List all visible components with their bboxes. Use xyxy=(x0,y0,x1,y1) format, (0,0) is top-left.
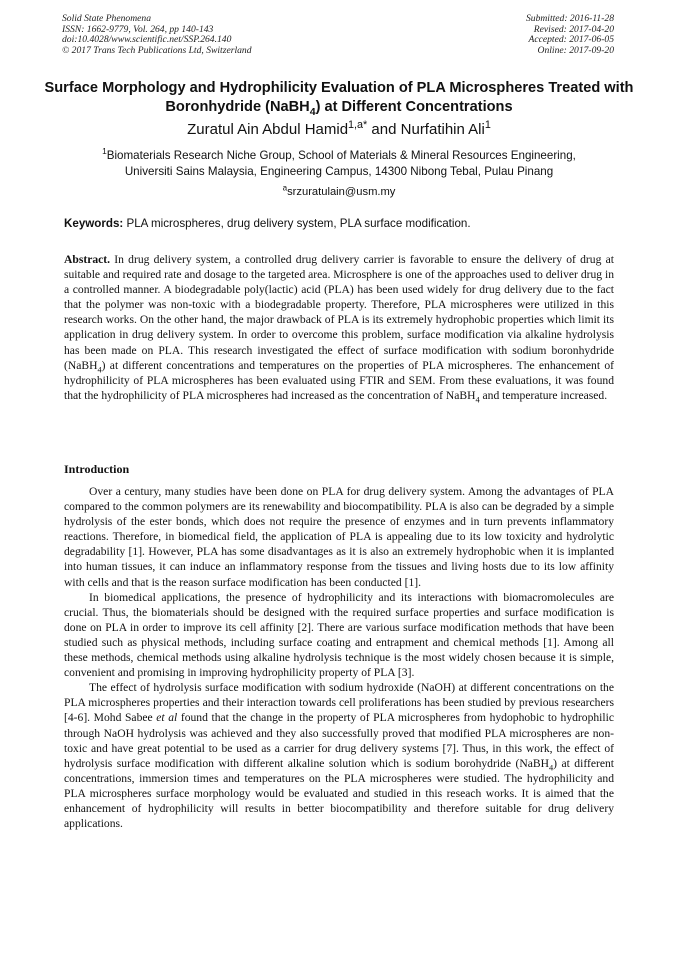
introduction-body xyxy=(64,484,614,831)
intro-paragraph-2: In biomedical applications, the presence of hydrophilicity and its interactions with biomacromolecules are crucial. Thus, the biomaterials should be designed with the required surface properties and surface modification is done on PLA in order to improve its cell affinity [2]. There are various surface modification methods that have been studied such as physical methods, including surface coating and entrapment and chemical methods [1]. Among all these methods, chemical methods using alkaline hydrolysis technique is the most widely chosen because it is simple, convenient and promising in improving hydrophilicity property of PLA [3]. xyxy=(64,590,614,680)
abstract-text-2: ) at different concentrations and temperatures on the properties of PLA microspheres. The enhancement of hydrophilicity of PLA microspheres has been evaluated using FTIR and SEM. From these evaluations, it was found that the hydrophilicity of PLA microspheres had increased as the concentration of NaBH xyxy=(64,358,614,402)
author-joiner: and xyxy=(367,121,401,138)
author-1-affiliation-mark: 1,a* xyxy=(348,119,368,131)
date-submitted: Submitted: 2016-11-28 xyxy=(525,13,614,24)
journal-name: Solid State Phenomena xyxy=(62,13,151,24)
email-address: srzuratulain@usm.my xyxy=(287,186,396,198)
keywords-text: PLA microspheres, drug delivery system, PLA surface modification. xyxy=(123,217,471,230)
intro-paragraph-1: Over a century, many studies have been done on PLA for drug delivery system. Among the advantages of PLA compared to the common polymers are its renewability and biocompatibility. PLA is also can be degraded by a simple hydrolysis of the ester bonds, which does not require the presence of enzymes and in turn prevents inflammatory reactions. Therefore, in biomedical field, the application of PLA is appealing due to its low toxicity and hydrolytic degradability [1]. However, PLA has some disadvantages as it is also an extremely hydrophobic when it is implanted into human tissues, it can induce an inflammatory response from the tissues and living hosts due to its low affinity with cells and that is the reason surface modification has been conducted [1]. xyxy=(64,485,614,589)
journal-issn: ISSN: 1662-9779, Vol. 264, pp 140-143 xyxy=(62,23,214,35)
intro-p3-subscript: 4 xyxy=(548,763,554,772)
corresponding-email xyxy=(40,184,638,200)
intro-p3-text-a: The effect of hydrolysis surface modification with sodium hydroxide (NaOH) at different concentrations on the PLA microspheres properties and their interaction towards cell proliferations has been studied by previous researchers [4-6]. Mohd Sabee xyxy=(64,681,614,725)
section-heading-introduction: Introduction xyxy=(64,462,130,476)
affiliation-line-1 xyxy=(60,148,618,164)
date-revised: Revised: 2017-04-20 xyxy=(533,23,614,35)
journal-doi: doi:10.4028/www.scientific.net/SSP.264.140 xyxy=(62,34,232,46)
title-subscript: 4 xyxy=(309,105,316,118)
intro-p3-text-b: found that the change in the property of PLA microspheres from hydophobic to hydrophilic through NaOH hydrolysis was achieved and they also successfully proved that modified PLA microspheres are non-toxic and have great potential to be used as a carrier for drug delivery systems [7]. Thus, in this work, the effect of hydrolysis surface modification with different alkaline solution which is sodium borohydride (NaBH xyxy=(64,711,614,770)
affiliation xyxy=(60,148,618,180)
abstract-subscript-1: 4 xyxy=(97,364,102,374)
abstract-label: Abstract. xyxy=(64,253,111,266)
title-text-2: ) at Different Concentrations xyxy=(315,99,513,115)
title-text-1: Surface Morphology and Hydrophilicity Evaluation of PLA Microspheres Treated with Boronhydride (NaBH xyxy=(44,80,634,115)
affiliation-line-1-text: Biomaterials Research Niche Group, School of Materials & Mineral Resources Engineering, xyxy=(106,149,576,162)
author-1: Zuratul Ain Abdul Hamid xyxy=(187,121,349,138)
affiliation-line-2: Universiti Sains Malaysia, Engineering Campus, 14300 Nibong Tebal, Pulau Pinang xyxy=(124,165,554,178)
email-mark: a xyxy=(282,183,288,193)
author-list xyxy=(40,120,638,140)
journal-copyright: © 2017 Trans Tech Publications Ltd, Switzerland xyxy=(62,44,252,56)
keywords-label: Keywords: xyxy=(64,217,124,230)
journal-header-right xyxy=(526,14,614,56)
abstract-text-1: In drug delivery system, a controlled drug delivery carrier is favorable to ensure the delivery of drug at suitable and required rate and dosage to the targeted area. Microsphere is one of the approaches used to deliver drug in a controlled manner. A biodegradable poly(lactic) acid (PLA) has been used widely for drug delivery due to the fact that the polymer was non-toxic with a biodegradable property. Therefore, PLA microspheres were utilized in this research works. On the other hand, the major drawback of PLA is its extremely hydrophobic properties which limit its application in drug delivery system. In order to overcome this problem, surface modification via alkaline hydrolysis has been made on PLA. This research investigated the effect of surface modification with sodium boronhydride (NaBH xyxy=(64,253,614,372)
abstract xyxy=(64,252,614,403)
author-2-affiliation-mark: 1 xyxy=(484,119,491,131)
abstract-subscript-2: 4 xyxy=(475,395,480,405)
date-accepted: Accepted: 2017-06-05 xyxy=(528,34,614,46)
intro-p3-etal: et al xyxy=(156,711,178,725)
intro-p3-text-c: ) at different concentrations, immersion times and temperatures on the PLA microspheres were studied. The hydrophilicity and PLA microspheres surface morphology would be evaluated and studied in this reseach works. It is aimed that the enhancement of hydrophilicity will results in better biocompatibility and therefore suitable for drug delivery applications. xyxy=(64,756,614,831)
paper-title xyxy=(40,79,638,117)
intro-paragraph-3 xyxy=(64,680,614,831)
author-2: Nurfatihin Ali xyxy=(400,121,485,138)
abstract-text-3: and temperature increased. xyxy=(479,388,608,402)
affiliation-mark: 1 xyxy=(102,146,107,157)
keywords xyxy=(64,216,616,232)
date-online: Online: 2017-09-20 xyxy=(537,44,614,56)
journal-header-left xyxy=(62,14,252,56)
